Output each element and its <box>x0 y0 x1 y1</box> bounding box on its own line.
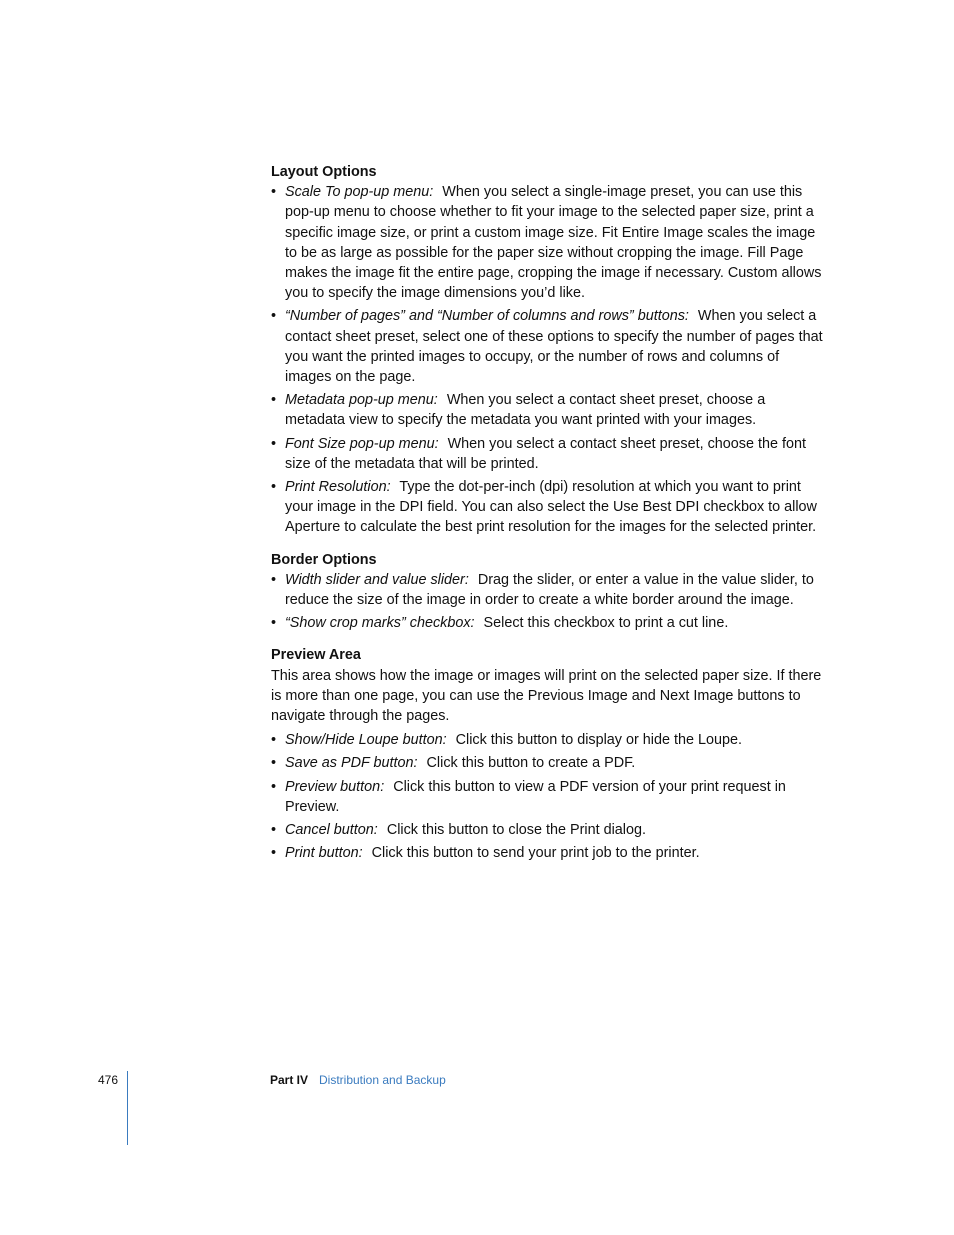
item-text: Drag the slider, or enter a value in the value slider, to reduce the size of the image in order to create a white border around the image. <box>285 571 814 609</box>
list-item <box>271 477 827 538</box>
section-heading: Preview Area <box>271 647 361 664</box>
section-layout-options <box>271 162 827 538</box>
list-item <box>271 570 827 610</box>
item-text: When you select a contact sheet preset, choose the font size of the metadata that will be printed. <box>285 435 806 472</box>
item-term: Save as PDF button: <box>285 755 418 772</box>
footer-chapter-link[interactable]: Distribution and Backup <box>319 1073 446 1087</box>
document-body <box>271 162 827 876</box>
item-term: “Number of pages” and “Number of columns and rows” buttons: <box>285 308 689 325</box>
item-text: Select this checkbox to print a cut line. <box>483 615 729 632</box>
list-item <box>271 613 827 633</box>
footer-part-label: Part IV <box>270 1073 309 1087</box>
list-item <box>271 777 827 817</box>
footer-divider <box>127 1071 128 1145</box>
item-text: Click this button to send your print job to the printer. <box>371 845 700 862</box>
list-item <box>271 306 827 387</box>
page-number: 476 <box>98 1073 119 1087</box>
item-term: Preview button: <box>285 778 385 795</box>
list-item <box>271 730 827 750</box>
item-term: Font Size pop-up menu: <box>285 435 439 452</box>
list-item <box>271 434 827 474</box>
item-term: “Show crop marks” checkbox: <box>285 615 475 632</box>
item-text: When you select a contact sheet preset, select one of these options to specify the number of pages that you want the printed images to occupy, or the number of rows and columns of images on the page. <box>285 308 823 386</box>
section-heading: Border Options <box>271 551 377 568</box>
section-border-options <box>271 550 827 634</box>
section-preview-area <box>271 645 827 863</box>
item-text: Click this button to display or hide the Loupe. <box>455 732 743 749</box>
item-term: Metadata pop-up menu: <box>285 392 438 409</box>
item-text: When you select a contact sheet preset, choose a metadata view to specify the metadata you want printed with your images. <box>285 392 766 429</box>
item-text: When you select a single-image preset, you can use this pop-up menu to choose whether to fit your image to the selected paper size, print a specific image size, or print a custom image size. Fit Entire Image scales the image to be as large as possible for the paper size without cropping the image. Fill Page makes the image fit the entire page, cropping the image if necessary. Custom allows you to specify the image dimensions you’d like. <box>285 184 822 302</box>
item-text: Type the dot-per-inch (dpi) resolution at which you want to print your image in the DPI field. You can also select the Use Best DPI checkbox to allow Aperture to calculate the best print resolution for the images for the selected printer. <box>285 479 817 536</box>
item-term: Scale To pop-up menu: <box>285 184 434 201</box>
item-text: Click this button to close the Print dialog. <box>386 822 646 839</box>
list-item <box>271 390 827 430</box>
bullet-list <box>271 182 827 537</box>
list-item <box>271 753 827 773</box>
item-text: Click this button to view a PDF version of your print request in Preview. <box>285 778 786 815</box>
item-term: Cancel button: <box>285 822 378 839</box>
list-item <box>271 182 827 303</box>
bullet-list <box>271 570 827 634</box>
bullet-list <box>271 730 827 863</box>
item-term: Width slider and value slider: <box>285 571 469 588</box>
list-item <box>271 843 827 863</box>
item-text: Click this button to create a PDF. <box>426 755 636 772</box>
item-term: Print button: <box>285 845 363 862</box>
section-intro: This area shows how the image or images will print on the selected paper size. If there is more than one page, you can use the Previous Image and Next Image buttons to navigate through the pages. <box>271 667 822 725</box>
list-item <box>271 820 827 840</box>
section-heading: Layout Options <box>271 164 377 180</box>
item-term: Show/Hide Loupe button: <box>285 732 447 749</box>
item-term: Print Resolution: <box>285 479 391 496</box>
